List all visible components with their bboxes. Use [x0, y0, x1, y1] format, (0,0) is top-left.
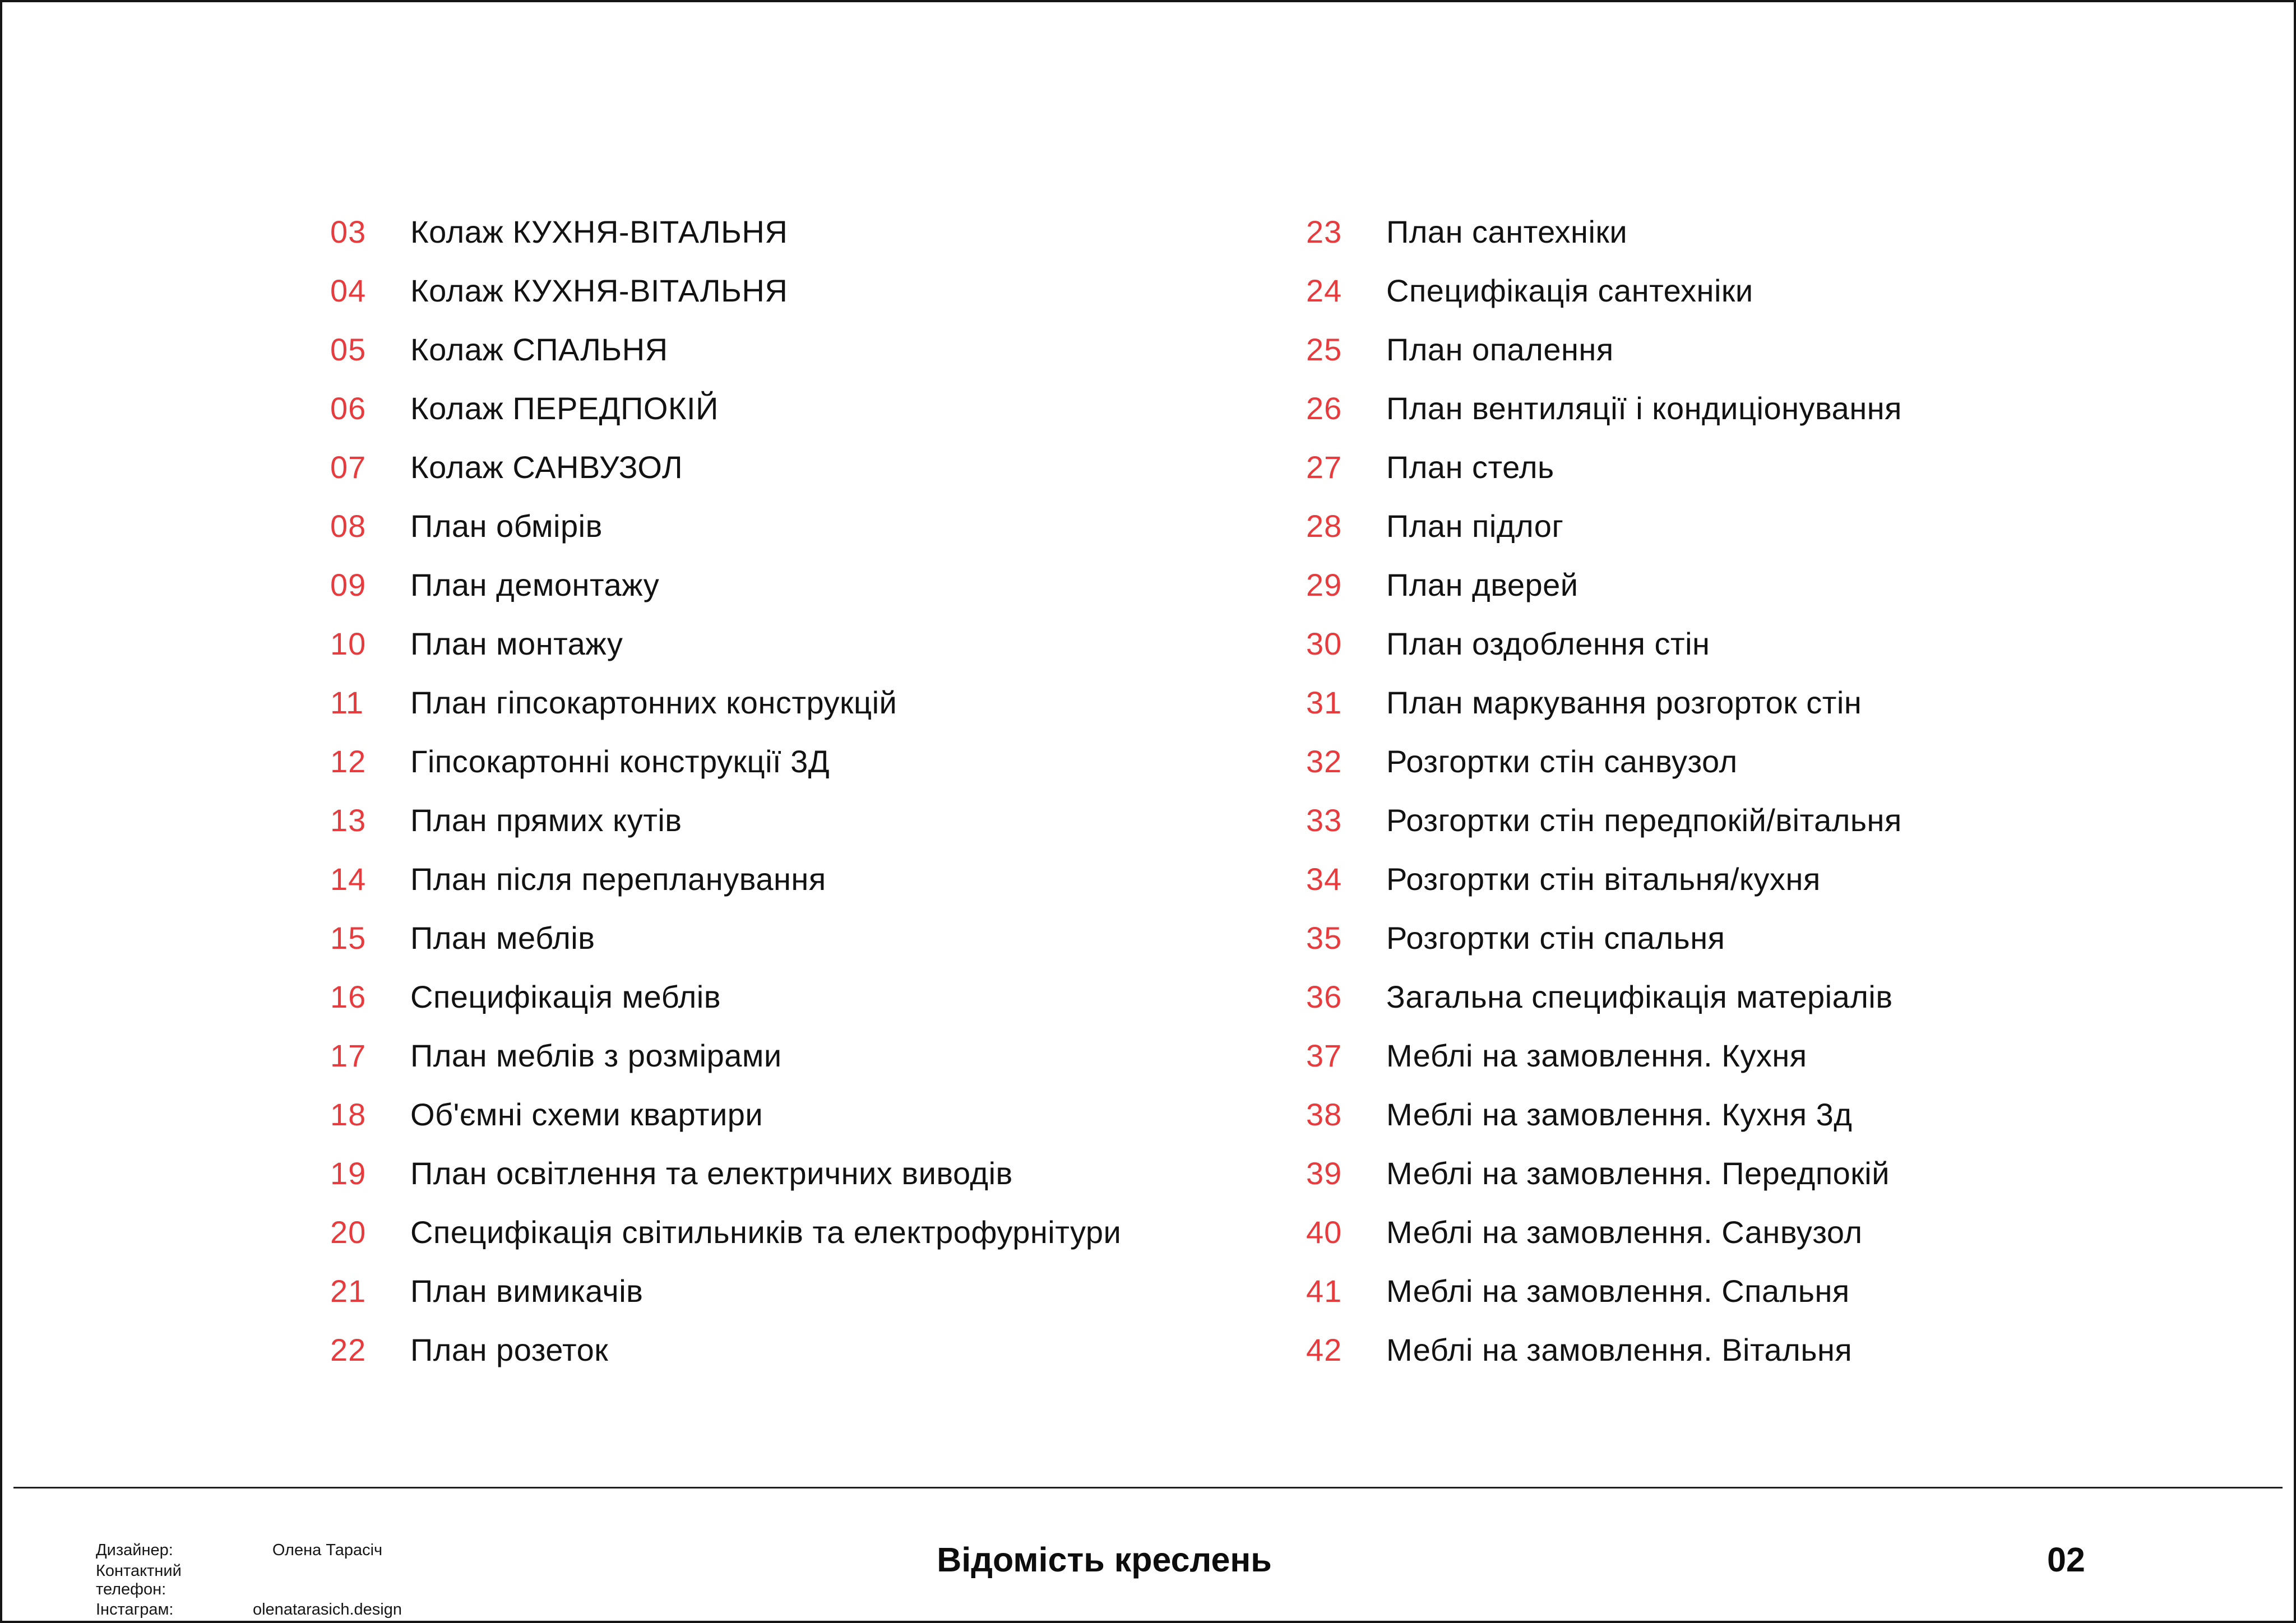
item-number: 32 [1306, 744, 1343, 779]
item-number: 30 [1306, 626, 1343, 661]
item-label: Меблі на замовлення. Вітальня [1386, 1332, 1853, 1367]
item-label: Розгортки стін передпокій/вітальня [1386, 803, 1902, 838]
item-label: Меблі на замовлення. Передпокій [1386, 1156, 1890, 1191]
item-label: Колаж КУХНЯ-ВІТАЛЬНЯ [410, 214, 788, 249]
list-item [1306, 732, 1902, 791]
instagram-value: olenatarasich.design [252, 1601, 402, 1619]
item-label: План меблів [410, 920, 595, 956]
item-number: 14 [330, 861, 367, 897]
item-number: 21 [330, 1273, 367, 1309]
item-label: План оздоблення стін [1386, 626, 1710, 661]
item-label: Колаж КУХНЯ-ВІТАЛЬНЯ [410, 273, 788, 308]
drawing-list-right-column [1306, 202, 1902, 1379]
list-item [330, 1144, 1121, 1203]
list-item [330, 673, 1121, 732]
list-item [1306, 614, 1902, 673]
list-item [1306, 1085, 1902, 1144]
item-number: 06 [330, 391, 367, 426]
item-label: Специфікація сантехніки [1386, 273, 1753, 308]
instagram-label: Інстаграм: [96, 1601, 174, 1619]
list-item [1306, 1203, 1902, 1262]
item-label: Загальна специфікація матеріалів [1386, 979, 1893, 1014]
item-number: 07 [330, 449, 367, 485]
item-label: Специфікація світильників та електрофурнітури [410, 1214, 1122, 1250]
item-label: План сантехніки [1386, 214, 1628, 249]
list-item [330, 320, 1121, 379]
item-number: 10 [330, 626, 367, 661]
item-number: 39 [1306, 1156, 1343, 1191]
item-number: 13 [330, 803, 367, 838]
list-item [330, 1203, 1121, 1262]
item-number: 17 [330, 1038, 367, 1073]
list-item [330, 1085, 1121, 1144]
item-label: План гіпсокартонних конструкцій [410, 685, 897, 720]
item-number: 35 [1306, 920, 1343, 956]
list-item [330, 967, 1121, 1026]
item-number: 29 [1306, 567, 1343, 602]
item-number: 31 [1306, 685, 1343, 720]
list-item [1306, 1144, 1902, 1203]
item-label: Колаж СПАЛЬНЯ [410, 332, 668, 367]
list-item [1306, 673, 1902, 732]
item-number: 23 [1306, 214, 1343, 249]
item-number: 08 [330, 508, 367, 544]
item-label: План вимикачів [410, 1273, 644, 1309]
item-label: План меблів з розмірами [410, 1038, 782, 1073]
item-number: 27 [1306, 449, 1343, 485]
list-item [330, 438, 1121, 497]
credit-row-designer [96, 1536, 411, 1565]
list-item [330, 1026, 1121, 1085]
list-item [1306, 791, 1902, 850]
sheet-title: Відомість креслень [937, 1541, 1272, 1579]
phone-label: Контактний телефон: [96, 1561, 182, 1598]
item-number: 11 [330, 685, 364, 720]
item-label: Меблі на замовлення. Спальня [1386, 1273, 1850, 1309]
item-number: 36 [1306, 979, 1343, 1014]
item-number: 41 [1306, 1273, 1343, 1309]
item-label: Об'ємні схеми квартири [410, 1097, 763, 1132]
list-item [1306, 555, 1902, 614]
list-item [1306, 850, 1902, 908]
item-number: 16 [330, 979, 367, 1014]
list-item [330, 497, 1121, 555]
item-label: Розгортки стін вітальня/кухня [1386, 861, 1821, 897]
designer-label: Дизайнер: [96, 1541, 173, 1559]
item-number: 04 [330, 273, 367, 308]
footer-divider [13, 1487, 2283, 1488]
list-item [1306, 908, 1902, 967]
item-number: 09 [330, 567, 367, 602]
list-item [330, 791, 1121, 850]
item-number: 05 [330, 332, 367, 367]
list-item [1306, 438, 1902, 497]
list-item [1306, 261, 1902, 320]
item-label: План підлог [1386, 508, 1564, 544]
item-number: 19 [330, 1156, 367, 1191]
item-number: 28 [1306, 508, 1343, 544]
item-label: Розгортки стін спальня [1386, 920, 1725, 956]
item-number: 24 [1306, 273, 1343, 308]
item-number: 26 [1306, 391, 1343, 426]
item-label: План вентиляції і кондиціонування [1386, 391, 1902, 426]
item-number: 22 [330, 1332, 367, 1367]
item-label: Гіпсокартонні конструкції 3Д [410, 744, 830, 779]
item-label: План стель [1386, 449, 1554, 485]
list-item [1306, 202, 1902, 261]
item-label: План розеток [410, 1332, 609, 1367]
drawing-list-left-column [330, 202, 1121, 1379]
list-item [330, 1262, 1121, 1320]
credit-row-phone [96, 1561, 411, 1598]
list-item [1306, 320, 1902, 379]
item-label: Специфікація меблів [410, 979, 721, 1014]
list-item [1306, 1262, 1902, 1320]
item-number: 15 [330, 920, 367, 956]
item-number: 20 [330, 1214, 367, 1250]
list-item [330, 1320, 1121, 1379]
item-label: План маркування розгорток стін [1386, 685, 1862, 720]
page-number: 02 [2047, 1541, 2085, 1579]
list-item [330, 732, 1121, 791]
item-label: План після перепланування [410, 861, 826, 897]
item-label: План демонтажу [410, 567, 660, 602]
designer-value: Олена Тарасіч [272, 1541, 383, 1559]
credits-block [96, 1536, 411, 1623]
item-label: План монтажу [410, 626, 623, 661]
item-label: Колаж ПЕРЕДПОКІЙ [410, 391, 719, 426]
item-number: 03 [330, 214, 367, 249]
item-label: Колаж САНВУЗОЛ [410, 449, 683, 485]
item-label: План освітлення та електричних виводів [410, 1156, 1013, 1191]
list-item [330, 614, 1121, 673]
item-number: 12 [330, 744, 367, 779]
item-label: Меблі на замовлення. Санвузол [1386, 1214, 1863, 1250]
item-label: Меблі на замовлення. Кухня [1386, 1038, 1807, 1073]
item-label: Розгортки стін санвузол [1386, 744, 1738, 779]
item-number: 40 [1306, 1214, 1343, 1250]
list-item [1306, 497, 1902, 555]
list-item [330, 261, 1121, 320]
item-number: 42 [1306, 1332, 1343, 1367]
list-item [1306, 1320, 1902, 1379]
list-item [1306, 379, 1902, 438]
item-number: 18 [330, 1097, 367, 1132]
list-item [1306, 1026, 1902, 1085]
item-label: Меблі на замовлення. Кухня 3д [1386, 1097, 1853, 1132]
list-item [330, 202, 1121, 261]
list-item [1306, 967, 1902, 1026]
list-item [330, 850, 1121, 908]
item-label: План опалення [1386, 332, 1614, 367]
item-number: 34 [1306, 861, 1343, 897]
list-item [330, 908, 1121, 967]
item-label: План обмірів [410, 508, 603, 544]
list-item [330, 379, 1121, 438]
item-number: 37 [1306, 1038, 1343, 1073]
item-number: 25 [1306, 332, 1343, 367]
list-item [330, 555, 1121, 614]
item-number: 38 [1306, 1097, 1343, 1132]
item-label: План прямих кутів [410, 803, 682, 838]
item-number: 33 [1306, 803, 1343, 838]
item-label: План дверей [1386, 567, 1578, 602]
credit-row-instagram [96, 1595, 411, 1623]
